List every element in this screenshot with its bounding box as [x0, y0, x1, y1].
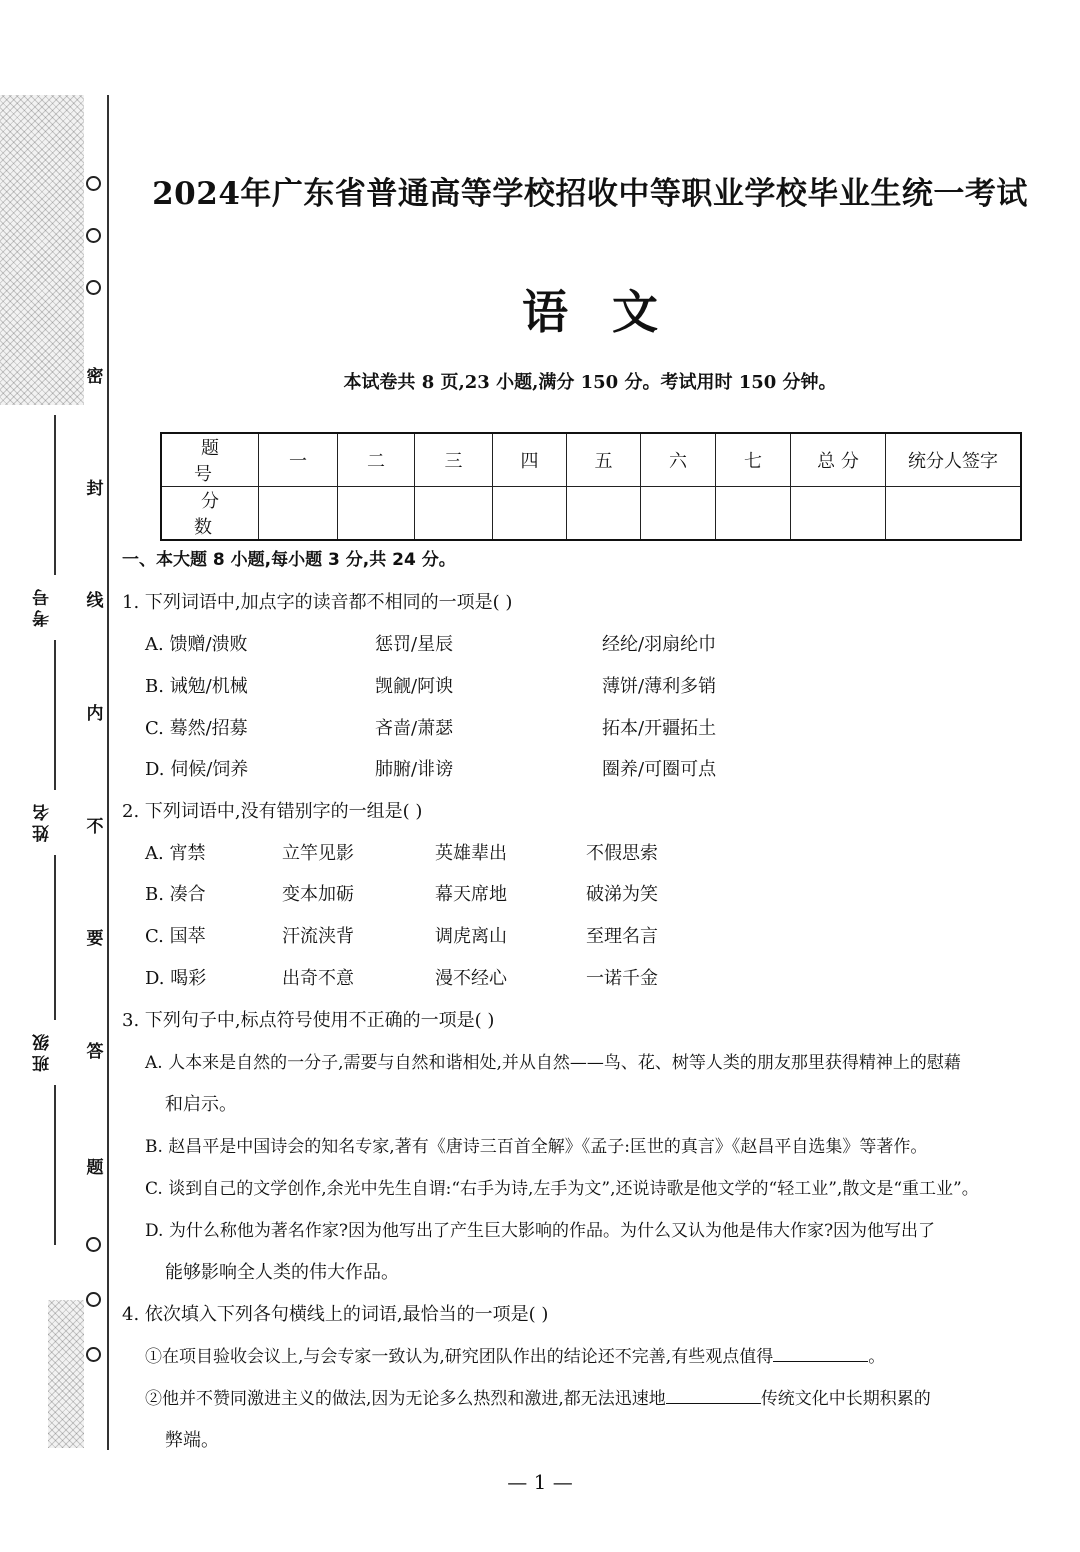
q1-option-d-3: 圈养/可圈可点 — [602, 759, 717, 780]
seal-char: 答 — [86, 1042, 104, 1062]
q2-option-b-4: 破涕为笑 — [586, 884, 658, 905]
q2-option-a-2: 立竿见影 — [282, 843, 354, 864]
seal-char: 要 — [86, 929, 104, 949]
binding-circle — [86, 1347, 101, 1362]
q2-option-b-2: 变本加砺 — [282, 884, 354, 905]
exam-no-line-lower[interactable] — [54, 640, 56, 790]
score-cell[interactable] — [259, 487, 338, 541]
fill-blank[interactable] — [666, 1389, 761, 1404]
score-cell[interactable] — [641, 487, 716, 541]
q2-option-c-1: C. 国萃 — [145, 926, 206, 947]
score-cell[interactable] — [716, 487, 791, 541]
q2-option-d-1: D. 喝彩 — [145, 968, 207, 989]
q4-sentence-1-text: ①在项目验收会议上,与会专家一致认为,研究团队作出的结论还不完善,有些观点值得 — [145, 1347, 774, 1367]
name-line[interactable] — [54, 855, 56, 1020]
q2-option-a-4: 不假思索 — [586, 843, 658, 864]
seal-char: 不 — [86, 817, 104, 837]
binding-hatch-bottom — [48, 1300, 84, 1448]
q2-option-c-2: 汗流浃背 — [282, 926, 354, 947]
q3-option-d-cont: 能够影响全人类的伟大作品。 — [165, 1262, 399, 1283]
q3-option-d: D. 为什么称他为著名作家?因为他写出了产生巨大影响的作品。为什么又认为他是伟大作家?因为他写出了 — [145, 1221, 936, 1241]
section-title: 一、本大题 8 小题,每小题 3 分,共 24 分。 — [122, 550, 456, 570]
score-cell[interactable] — [338, 487, 415, 541]
seal-char: 题 — [86, 1158, 104, 1178]
page-number: — 1 — — [507, 1470, 573, 1494]
exam-no-line[interactable] — [54, 415, 56, 575]
q3-option-a: A. 人本来是自然的一分子,需要与自然和谐相处,并从自然——鸟、花、树等人类的朋友那里获得精神上的慰藉 — [145, 1053, 961, 1073]
binding-circle — [86, 228, 101, 243]
q2-option-d-2: 出奇不意 — [282, 968, 354, 989]
q4-sentence-1 — [145, 1342, 885, 1367]
q2-option-d-4: 一诺千金 — [586, 968, 658, 989]
q4-sentence-2-text: ②他并不赞同激进主义的做法,因为无论多么热烈和激进,都无法迅速地 — [145, 1389, 666, 1409]
q1-option-b-3: 薄饼/薄利多销 — [602, 676, 717, 697]
score-table-header: 七 — [716, 433, 791, 487]
question-3-stem: 3. 下列句子中,标点符号使用不正确的一项是( ) — [122, 1010, 495, 1031]
score-table-header: 统分人签字 — [886, 433, 1022, 487]
seal-char: 密 — [86, 367, 104, 387]
score-cell[interactable] — [791, 487, 886, 541]
score-cell[interactable] — [415, 487, 493, 541]
exam-title: 2024年广东省普通高等学校招收中等职业学校毕业生统一考试 — [152, 176, 1028, 212]
question-1-stem: 1. 下列词语中,加点字的读音都不相同的一项是( ) — [122, 592, 513, 613]
q1-option-c-1: C. 蓦然/招募 — [145, 718, 248, 739]
q2-option-c-3: 调虎离山 — [435, 926, 507, 947]
exam-info: 本试卷共 8 页,23 小题,满分 150 分。考试用时 150 分钟。 — [343, 372, 837, 393]
fill-blank[interactable] — [773, 1347, 868, 1362]
q1-option-a-3: 经纶/羽扇纶巾 — [602, 634, 717, 655]
q4-sentence-2-text-after: 传统文化中长期积累的 — [760, 1389, 931, 1409]
exam-no-label: 考号 — [33, 585, 53, 627]
name-label: 姓名 — [33, 800, 53, 842]
q1-option-c-2: 吝啬/萧瑟 — [375, 718, 454, 739]
q1-option-d-2: 肺腑/诽谤 — [375, 759, 454, 780]
seal-char: 内 — [86, 704, 104, 724]
binding-circle — [86, 1237, 101, 1252]
q2-option-c-4: 至理名言 — [586, 926, 658, 947]
question-2-stem: 2. 下列词语中,没有错别字的一组是( ) — [122, 801, 423, 822]
q3-option-b: B. 赵昌平是中国诗会的知名专家,著有《唐诗三百首全解》《孟子:匡世的真言》《赵昌平自选集》等著作。 — [145, 1137, 928, 1157]
class-line[interactable] — [54, 1085, 56, 1245]
q3-option-a-cont: 和启示。 — [165, 1094, 237, 1115]
score-table-header: 三 — [415, 433, 493, 487]
class-label: 班级 — [33, 1030, 53, 1072]
seal-char: 线 — [86, 591, 104, 611]
q1-option-b-2: 觊觎/阿谀 — [375, 676, 454, 697]
q1-option-a-1: A. 馈赠/溃败 — [145, 634, 248, 655]
q1-option-d-1: D. 伺候/饲养 — [145, 759, 249, 780]
score-table-header: 题 号 — [161, 433, 259, 487]
binding-circle — [86, 1292, 101, 1307]
binding-hatch-top — [0, 95, 84, 405]
score-row-label: 分 数 — [161, 487, 259, 541]
score-cell[interactable] — [567, 487, 641, 541]
score-table-header: 二 — [338, 433, 415, 487]
score-table-header: 五 — [567, 433, 641, 487]
seal-char: 封 — [86, 479, 104, 499]
q2-option-d-3: 漫不经心 — [435, 968, 507, 989]
q1-option-c-3: 拓本/开疆拓土 — [602, 718, 717, 739]
q2-option-b-3: 幕天席地 — [435, 884, 507, 905]
q2-option-b-1: B. 凑合 — [145, 884, 206, 905]
binding-line — [107, 95, 109, 1450]
q4-sentence-2-cont: 弊端。 — [165, 1430, 219, 1451]
q4-sentence-1-end: 。 — [868, 1347, 886, 1367]
score-table — [160, 432, 1022, 541]
score-table-header: 六 — [641, 433, 716, 487]
question-4-stem: 4. 依次填入下列各句横线上的词语,最恰当的一项是( ) — [122, 1304, 549, 1325]
q4-sentence-2 — [145, 1384, 931, 1409]
binding-circle — [86, 176, 101, 191]
score-cell[interactable] — [493, 487, 567, 541]
score-table-header: 一 — [259, 433, 338, 487]
q3-option-c: C. 谈到自己的文学创作,余光中先生自谓:“右手为诗,左手为文”,还说诗歌是他文学的“轻工业”,散文是“重工业”。 — [145, 1179, 979, 1199]
q1-option-a-2: 惩罚/星辰 — [375, 634, 454, 655]
q1-option-b-1: B. 诫勉/机械 — [145, 676, 248, 697]
q2-option-a-3: 英雄辈出 — [435, 843, 507, 864]
q2-option-a-1: A. 宵禁 — [145, 843, 206, 864]
score-cell[interactable] — [886, 487, 1022, 541]
binding-circle — [86, 280, 101, 295]
score-table-header: 总 分 — [791, 433, 886, 487]
subject-title: 语文 — [522, 285, 702, 339]
score-table-header: 四 — [493, 433, 567, 487]
